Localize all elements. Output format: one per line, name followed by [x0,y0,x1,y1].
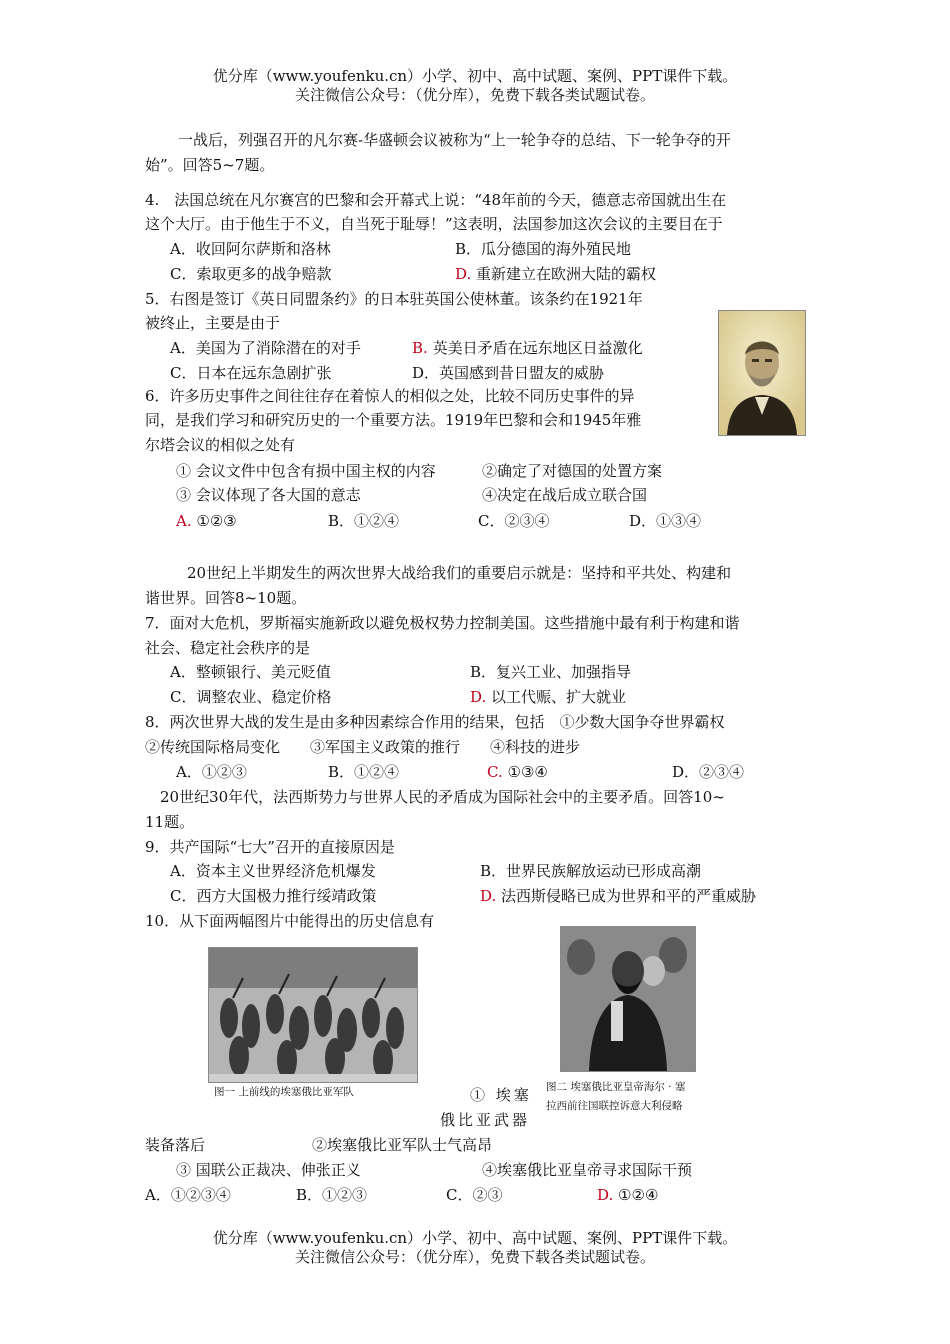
footer-line-1: 优分库（www.youfenku.cn）小学、初中、高中试题、案例、PPT课件下载。 [212,1229,738,1247]
q7-answer-letter: D. [470,688,487,706]
q7-option-a: A．整顿银行、美元贬值 [170,663,331,681]
q6-stem-line-2: 同，是我们学习和研究历史的一个重要方法。1919年巴黎和会和1945年雅 [145,411,642,429]
q6-option-c: C．②③④ [478,512,550,530]
q10-statement-4: ④埃塞俄比亚皇帝寻求国际干预 [482,1161,693,1179]
figure-2-caption-line-1: 图二 埃塞俄比亚皇帝海尔 · 塞 [546,1081,686,1093]
q9-option-d [480,886,756,906]
q7-option-b: B．复兴工业、加强指导 [470,663,632,681]
q9-option-c: C．西方大国极力推行绥靖政策 [170,887,377,905]
q10-option-b: B．①②③ [296,1186,368,1204]
q9-option-d-text: 法西斯侵略已成为世界和平的严重威胁 [501,887,757,905]
figure-1-caption: 图一 上前线的埃塞俄比亚军队 [214,1086,354,1098]
q6-stem-line-1: 6．许多历史事件之间往往存在着惊人的相似之处，比较不同历史事件的异 [145,387,635,405]
intro1-line-1: 一战后，列强召开的凡尔赛-华盛顿会议被称为“上一轮争夺的总结、下一轮争夺的开 [178,131,731,149]
q10-statement-1-part-3: 装备落后 [145,1136,206,1154]
q6-statement-4: ④决定在战后成立联合国 [482,486,648,504]
q5-answer-letter: B. [412,339,428,357]
q4-option-c: C．索取更多的战争赔款 [170,265,332,283]
figure-2-illustration [561,927,695,1071]
q8-option-c [487,762,548,782]
header-line-2: 关注微信公众号：（优分库），免费下载各类试题试卷。 [294,86,655,104]
q7-stem-line-1: 7．面对大危机，罗斯福实施新政以避免极权势力控制美国。这些措施中最有利于构建和谐 [145,614,740,632]
q6-statement-2: ②确定了对德国的处置方案 [482,462,663,480]
q6-stem-line-3: 尔塔会议的相似之处有 [145,436,296,454]
q7-option-d [470,687,626,707]
q6-option-a-text: ①②③ [196,512,237,530]
q8-option-b: B．①②④ [328,763,400,781]
q6-statement-3: ③ 会议体现了各大国的意志 [176,486,361,504]
q10-option-c: C．②③ [446,1186,503,1204]
q6-option-b: B．①②④ [328,512,400,530]
q10-option-a: A．①②③④ [145,1186,231,1204]
q10-statement-2: ②埃塞俄比亚军队士气高昂 [312,1136,493,1154]
q7-stem-line-2: 社会、稳定社会秩序的是 [145,639,311,657]
intro2-line-2: 谐世界。回答8~10题。 [145,589,307,607]
q4-option-a: A．收回阿尔萨斯和洛林 [170,240,331,258]
q4-option-d [455,264,656,284]
footer-line-2: 关注微信公众号：（优分库），免费下载各类试题试卷。 [294,1248,655,1266]
q5-option-d: D．英国感到昔日盟友的威胁 [412,364,605,382]
q8-answer-letter: C. [487,763,503,781]
q9-option-b: B．世界民族解放运动已形成高潮 [480,862,702,880]
q8-stem-line-1: 8．两次世界大战的发生是由多种因素综合作用的结果，包括 ①少数大国争夺世界霸权 [145,713,725,731]
q5-option-b-text: 英美日矛盾在远东地区日益激化 [432,339,643,357]
figure-1-photo [208,947,418,1083]
q4-answer-letter: D. [455,265,472,283]
intro1-line-2: 始”。回答5~7题。 [145,156,275,174]
q5-option-b [412,338,643,358]
intro3-line-2: 11题。 [145,813,195,831]
header-line-1: 优分库（www.youfenku.cn）小学、初中、高中试题、案例、PPT课件下载。 [212,67,738,85]
q10-statement-1-part-2: 俄比亚武器 [440,1111,531,1129]
q8-option-d: D．②③④ [672,763,745,781]
q6-statement-1: ① 会议文件中包含有损中国主权的内容 [176,462,436,480]
q6-option-a [176,511,237,531]
q10-statement-3: ③ 国联公正裁决、伸张正义 [176,1161,361,1179]
q7-option-d-text: 以工代赈、扩大就业 [491,688,627,706]
portrait-illustration [719,311,805,435]
q5-stem-line-2: 被终止，主要是由于 [145,314,281,332]
q4-stem-line-1: 4. 法国总统在凡尔赛宫的巴黎和会开幕式上说：“48年前的今天，德意志帝国就出生在 [145,191,727,209]
q10-statement-1-part-1: ① 埃塞 [470,1086,532,1104]
q6-answer-letter: A. [176,512,192,530]
q9-option-a: A．资本主义世界经济危机爆发 [170,862,376,880]
intro3-line-1: 20世纪30年代，法西斯势力与世界人民的矛盾成为国际社会中的主要矛盾。回答10~ [160,788,725,806]
q10-answer-letter: D. [597,1186,614,1204]
q7-option-c: C．调整农业、稳定价格 [170,688,332,706]
q10-option-d [597,1185,658,1205]
q8-option-c-text: ①③④ [507,763,548,781]
q6-option-d: D．①③④ [629,512,702,530]
q5-option-c: C．日本在远东急剧扩张 [170,364,332,382]
q8-stem-line-2: ②传统国际格局变化 ③军国主义政策的推行 ④科技的进步 [145,738,581,756]
q10-option-d-text: ①②④ [618,1186,659,1204]
q8-option-a: A．①②③ [176,763,247,781]
figure-2-photo [560,926,696,1072]
intro2-line-1: 20世纪上半期发生的两次世界大战给我们的重要启示就是：坚持和平共处、构建和 [187,564,732,582]
q5-option-a: A．美国为了消除潜在的对手 [170,339,361,357]
portrait-photo [718,310,806,436]
q5-stem-line-1: 5．右图是签订《英日同盟条约》的日本驻英国公使林董。该条约在1921年 [145,290,643,308]
q10-stem: 10．从下面两幅图片中能得出的历史信息有 [145,912,435,930]
q4-stem-line-2: 这个大厅。由于他生于不义，自当死于耻辱！”这表明，法国参加这次会议的主要目在于 [145,215,723,233]
q9-answer-letter: D. [480,887,497,905]
figure-2-caption-line-2: 拉西前往国联控诉意大利侵略 [546,1100,683,1112]
q9-stem: 9．共产国际“七大”召开的直接原因是 [145,838,395,856]
q4-option-b: B．瓜分德国的海外殖民地 [455,240,632,258]
figure-1-illustration [209,948,417,1082]
q4-option-d-text: 重新建立在欧洲大陆的霸权 [476,265,657,283]
